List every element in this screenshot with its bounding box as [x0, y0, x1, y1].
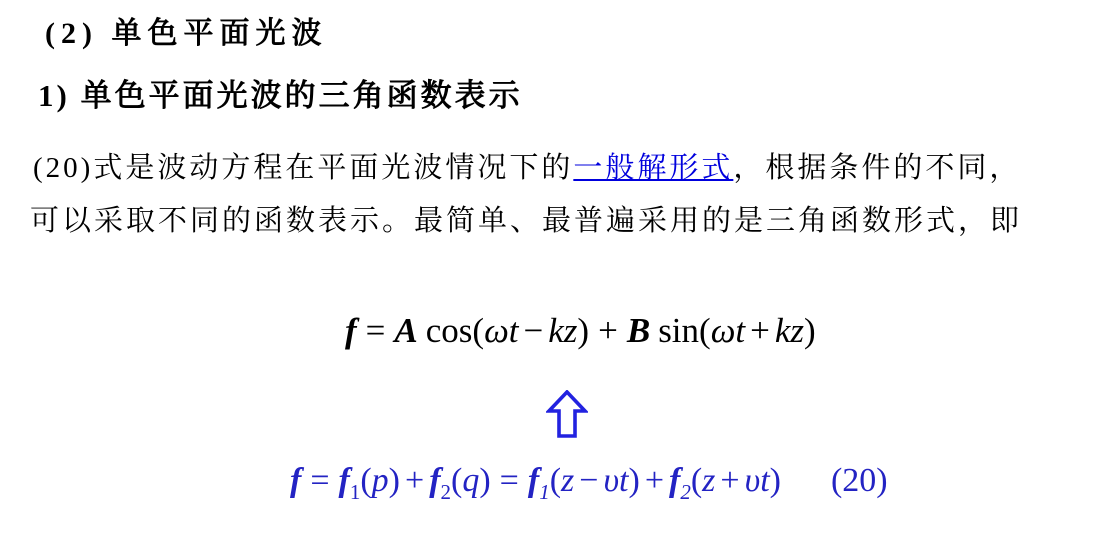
- math-token: kz: [774, 311, 805, 350]
- math-token: ): [804, 311, 816, 350]
- subsection-heading: 1) 单色平面光波的三角函数表示: [38, 78, 523, 113]
- math-subscript: 1: [349, 479, 361, 504]
- section-heading: (2) 单色平面光波: [45, 17, 328, 50]
- math-token: (: [690, 462, 703, 499]
- paragraph-line-2: 可以采取不同的函数表示。最简单、最普遍采用的是三角函数形式，即: [30, 205, 1023, 237]
- math-token: ): [388, 462, 400, 499]
- math-token: f: [345, 311, 357, 350]
- math-token: z: [561, 462, 575, 499]
- math-token: +: [750, 311, 770, 350]
- math-token: =: [499, 462, 519, 499]
- math-token: z: [702, 462, 716, 499]
- math-token: +: [405, 462, 425, 499]
- math-token: kz: [548, 311, 578, 350]
- paragraph-text: ，根据条件的不同，: [733, 152, 1022, 184]
- math-token: ): [479, 462, 491, 499]
- math-token: ωt: [710, 311, 746, 350]
- math-token: (: [451, 462, 463, 499]
- math-token: +: [598, 311, 618, 350]
- math-token: ): [628, 462, 640, 499]
- math-token: f: [290, 462, 302, 499]
- math-token: f: [429, 462, 441, 499]
- math-token: ): [577, 311, 590, 350]
- math-subscript: 2: [680, 479, 691, 504]
- math-token: cos(: [425, 311, 485, 350]
- math-token: −: [523, 311, 544, 350]
- math-token: υt: [603, 462, 629, 499]
- general-solution-link[interactable]: 一般解形式: [573, 152, 734, 184]
- math-token: A: [394, 311, 418, 350]
- math-token: ): [769, 462, 781, 499]
- math-token: −: [579, 462, 599, 499]
- math-token: (: [360, 462, 372, 499]
- math-subscript: 1: [539, 479, 550, 504]
- general-solution-formula: [290, 462, 888, 504]
- math-token: f: [669, 462, 681, 499]
- math-subscript: 2: [440, 479, 452, 504]
- math-token: +: [644, 462, 665, 499]
- math-token: =: [365, 311, 386, 350]
- math-token: f: [338, 462, 350, 499]
- up-arrow-icon: [546, 390, 588, 438]
- paragraph-text: (20)式是波动方程在平面光波情况下的: [33, 152, 574, 184]
- trig-formula: [345, 311, 816, 351]
- math-token: B: [626, 311, 651, 350]
- math-token: +: [720, 462, 740, 499]
- equation-number: (20): [830, 462, 888, 499]
- math-token: =: [310, 462, 330, 499]
- math-token: sin(: [658, 311, 711, 350]
- paragraph-line-1: [33, 145, 1021, 186]
- math-token: υt: [744, 462, 770, 499]
- math-token: p: [371, 462, 389, 499]
- math-token: (: [549, 462, 562, 499]
- math-token: q: [462, 462, 480, 499]
- math-token: f: [527, 462, 540, 499]
- math-token: ωt: [484, 311, 519, 350]
